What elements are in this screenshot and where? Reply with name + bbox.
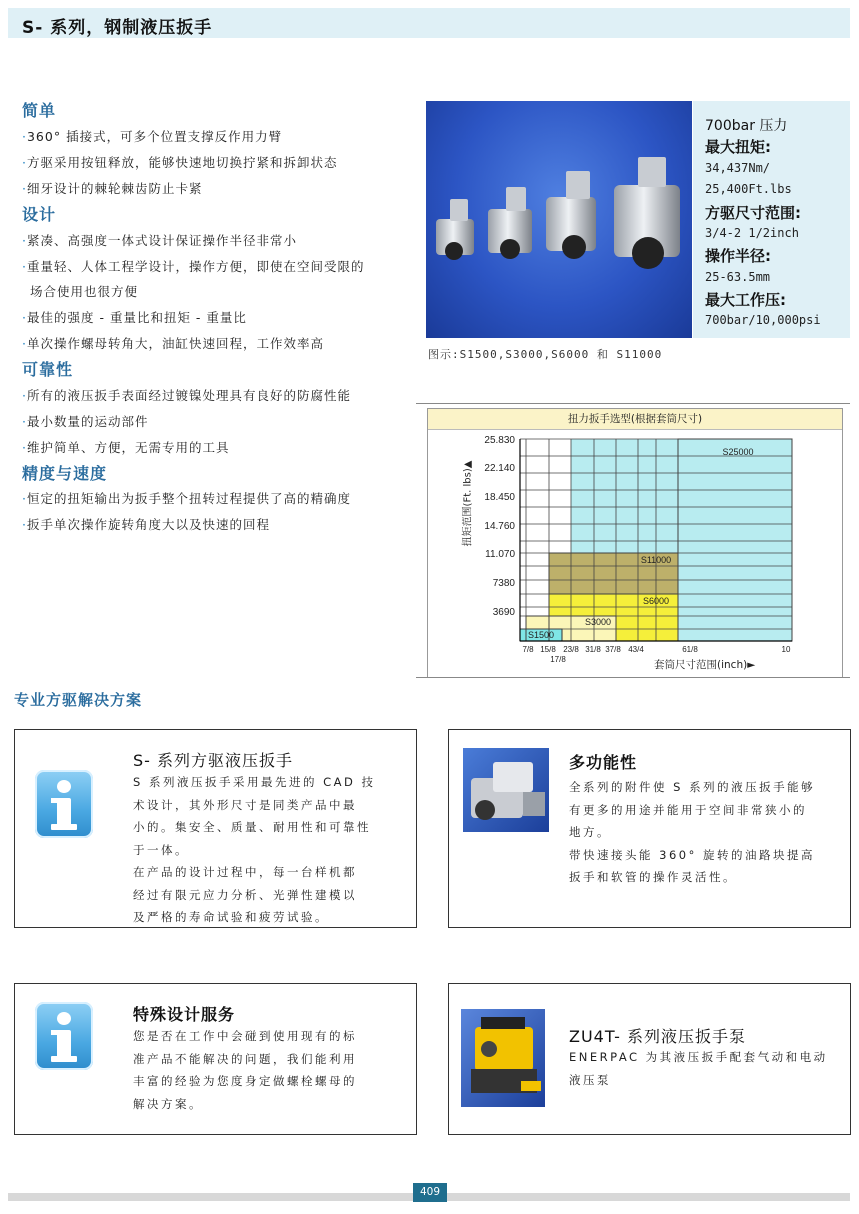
feature-item: ·最佳的强度 - 重量比和扭矩 - 重量比: [22, 310, 247, 325]
chart-ylabel: 扭矩范围(Ft. lbs)▲: [462, 460, 474, 547]
divider: [416, 403, 850, 404]
card-title: 特殊设计服务: [133, 1005, 236, 1024]
model-label: S1500: [527, 630, 555, 640]
card-pump: [448, 983, 851, 1135]
x-tick-label: 15/8: [540, 645, 556, 654]
card-text: ENERPAC 为其液压扳手配套气动和电动 液压泵: [569, 1050, 828, 1087]
work-pressure-label: 最大工作压:: [705, 291, 786, 309]
y-tick-label: 3690: [492, 607, 515, 618]
section-heading-design: 设计: [22, 205, 57, 224]
x-tick-label: 10: [781, 645, 791, 654]
card-versatility: [448, 729, 851, 928]
card-text: 您是否在工作中会碰到使用现有的标 准产品不能解决的问题，我们能利用 丰富的经验为您度身定做螺栓螺母的 解决方案。: [133, 1029, 357, 1111]
max-torque-nm: 34,437Nm/: [705, 161, 771, 175]
feature-item: ·扳手单次操作旋转角度大以及快速的回程: [22, 517, 270, 532]
model-label: S3000: [584, 617, 612, 627]
feature-item: ·单次操作螺母转角大，油缸快速回程，工作效率高: [22, 336, 324, 351]
y-tick-label: 11.070: [485, 549, 515, 560]
feature-item: ·360° 插接式，可多个位置支撑反作用力臂: [22, 129, 283, 144]
y-tick-label: 25.830: [484, 435, 515, 446]
card-title: 多功能性: [569, 753, 638, 772]
radius-value: 25-63.5mm: [705, 270, 771, 284]
x-tick-label: 7/8: [522, 645, 534, 654]
info-icon: [35, 770, 93, 838]
photo-caption: 图示:S1500,S3000,S6000 和 S11000: [428, 348, 663, 361]
page-title-bar: [8, 8, 850, 38]
page-title: S- 系列，钢制液压扳手: [22, 18, 213, 38]
x-tick-label: 31/8: [585, 645, 601, 654]
wrench-s6000: [546, 171, 596, 259]
feature-item: ·方驱采用按钮释放，能够快速地切换拧紧和拆卸状态: [22, 155, 338, 170]
wrench-s11000: [614, 157, 680, 269]
section-heading-reliability: 可靠性: [22, 360, 74, 379]
max-torque-label: 最大扭矩:: [705, 138, 771, 156]
x-tick-label: 17/8: [550, 655, 566, 664]
divider: [416, 677, 850, 678]
chart-xlabel: 套筒尺寸范围(inch)►: [654, 659, 756, 671]
product-photo: [426, 101, 692, 338]
chart-ylabel-box: [458, 444, 474, 564]
feature-item: ·紧凑、高强度一体式设计保证操作半径非常小: [22, 233, 297, 248]
section-heading-simple: 简单: [22, 101, 57, 120]
section-heading-precision: 精度与速度: [22, 464, 108, 483]
pressure-title: 700bar 压力: [705, 118, 788, 134]
x-tick-label: 23/8: [563, 645, 579, 654]
accessory-photo: [463, 748, 549, 832]
x-tick-label: 37/8: [605, 645, 621, 654]
y-tick-label: 18.450: [484, 492, 515, 503]
drive-value: 3/4-2 1/2inch: [705, 226, 799, 240]
feature-item: ·恒定的扭矩输出为扳手整个扭转过程提供了高的精确度: [22, 491, 351, 506]
feature-item: 场合使用也很方便: [30, 284, 139, 299]
page-number: 409: [413, 1183, 447, 1202]
x-tick-label: 61/8: [682, 645, 698, 654]
spec-box: [693, 101, 850, 338]
feature-item: ·细牙设计的棘轮棘齿防止卡紧: [22, 181, 203, 196]
y-tick-label: 14.760: [484, 521, 515, 532]
y-tick-label: 22.140: [484, 463, 515, 474]
card-title: S- 系列方驱液压扳手: [133, 751, 294, 770]
radius-label: 操作半径:: [705, 247, 771, 265]
chart-title: 扭力扳手选型(根据套筒尺寸): [428, 409, 842, 430]
work-pressure-value: 700bar/10,000psi: [705, 313, 821, 327]
card-text: 全系列的附件使 S 系列的液压扳手能够 有更多的用途并能用于空间非常狭小的 地方。 带快速接头能 360° 旋转的油路块提高 扳手和软管的操作灵活性。: [569, 780, 816, 884]
x-tick-label: 43/4: [628, 645, 644, 654]
solutions-heading: 专业方驱解决方案: [14, 691, 143, 709]
max-torque-ft: 25,400Ft.lbs: [705, 182, 792, 196]
pump-photo: [461, 1009, 545, 1107]
y-tick-label: 7380: [492, 578, 515, 589]
wrench-s1500: [436, 199, 474, 260]
wrench-s3000: [488, 187, 532, 259]
model-label: S25000: [722, 447, 754, 457]
card-title: ZU4T- 系列液压扳手泵: [569, 1027, 747, 1046]
card-special-design: [14, 983, 417, 1135]
info-icon: [35, 1002, 93, 1070]
card-text: S 系列液压扳手采用最先进的 CAD 技 术设计，其外形尺寸是同类产品中最 小的。集安全、质量、耐用性和可靠性 于一体。 在产品的设计过程中，每一台样机都 经过有限元应力分析、光弹性建模以 及严格的寿命试验和疲劳试验。: [133, 775, 376, 924]
feature-item: ·最小数量的运动部件: [22, 414, 149, 429]
feature-item: ·重量轻、人体工程学设计，操作方便，即使在空间受限的: [22, 259, 365, 274]
model-label: S11000: [640, 555, 672, 565]
card-s-series: [14, 729, 417, 928]
model-label: S6000: [642, 596, 670, 606]
selection-chart: [427, 408, 843, 678]
chart-svg: [428, 430, 842, 676]
feature-item: ·维护简单、方便，无需专用的工具: [22, 440, 230, 455]
feature-item: ·所有的液压扳手表面经过镀镍处理具有良好的防腐性能: [22, 388, 351, 403]
drive-label: 方驱尺寸范围:: [705, 204, 801, 222]
